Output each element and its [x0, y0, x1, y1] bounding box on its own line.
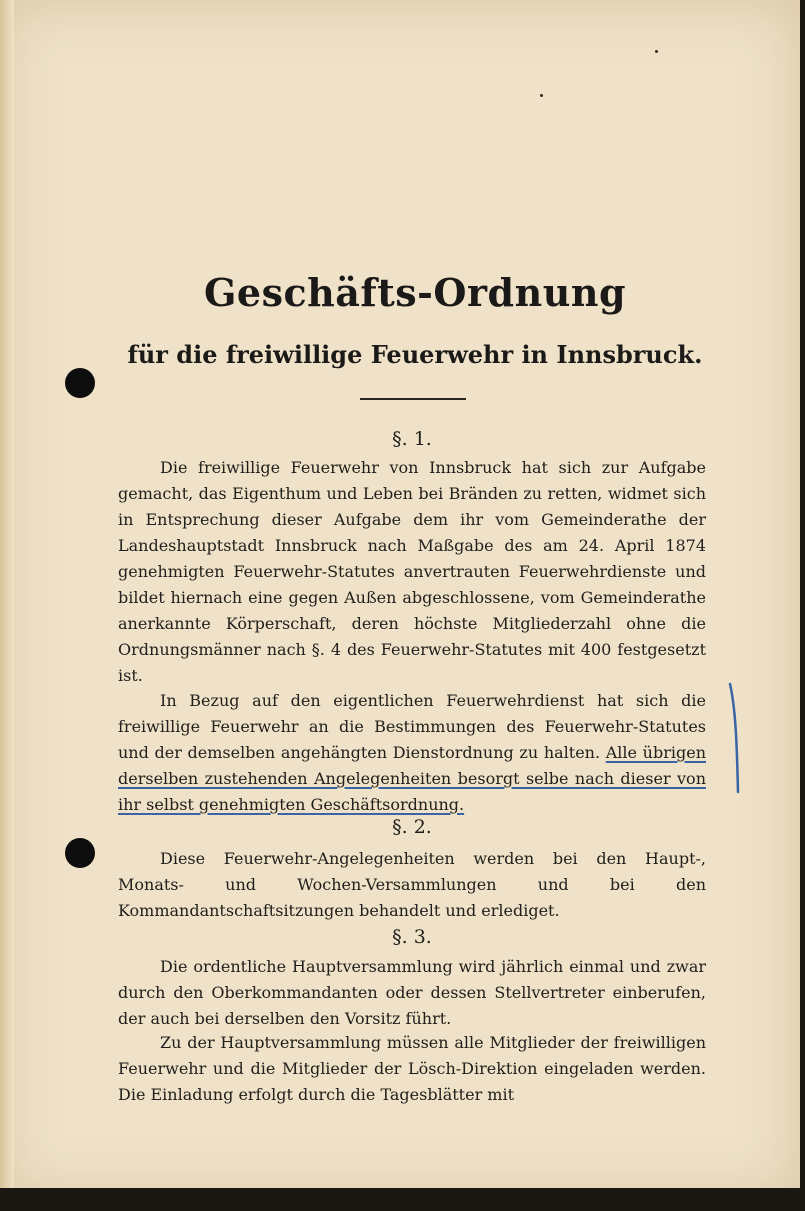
scan-bottom-edge — [0, 1188, 805, 1211]
section-1-text — [118, 455, 706, 689]
paper-speck — [655, 50, 658, 53]
punch-hole — [65, 838, 95, 868]
section-3-text — [118, 954, 706, 1032]
underlined-passage: Alle übrigen derselben zustehenden Angelegenheiten besorgt selbe nach dieser von ihr selbst genehmigten Geschäftsordnung. — [118, 743, 707, 814]
section-2-heading: §. 2. — [392, 816, 432, 838]
section-3-heading: §. 3. — [392, 926, 432, 948]
section-1-paragraph-2 — [118, 688, 706, 818]
section-3-paragraph-2: Zu der Hauptversammlung müssen alle Mitglieder der freiwilligen Feuerwehr und die Mitglieder der Lösch-Direktion eingeladen werden. Die Einladung erfolgt durch die Tagesblätter mit — [118, 1033, 706, 1104]
section-1-paragraph-1: Die freiwillige Feuerwehr von Innsbruck hat sich zur Aufgabe gemacht, das Eigenthum und Leben bei Bränden zu retten, widmet sich in Entsprechung dieser Aufgabe dem ihr vom Gemeinderathe der Landeshauptstadt Innsbruck nach Maßgabe des am 24. April 1874 genehmigten Feuerwehr-Statutes anvertrauten Feuerwehrdienste und bildet hiernach eine gegen Außen abgeschlossene, vom Gemeinderathe anerkannte Körperschaft, deren höchste Mitgliederzahl ohne die Ordnungsmänner nach §. 4 des Feuerwehr-Statutes mit 400 festgesetzt ist. — [118, 458, 706, 685]
section-3-paragraph-1: Die ordentliche Hauptversammlung wird jährlich einmal und zwar durch den Oberkommandanten oder dessen Stellvertreter einberufen, der auch bei derselben den Vorsitz führt. — [118, 957, 706, 1028]
title-divider — [360, 398, 466, 400]
margin-pen-mark — [728, 680, 742, 796]
section-3-text-2 — [118, 1030, 706, 1108]
paper-speck — [540, 94, 543, 97]
section-1-heading: §. 1. — [392, 428, 432, 450]
section-2-paragraph-1: Diese Feuerwehr-Angelegenheiten werden bei den Haupt-, Monats- und Wochen-Versammlungen und bei den Kommandantschaftsitzungen behandelt und erlediget. — [118, 849, 706, 920]
page-left-edge — [0, 0, 14, 1200]
section-2-text — [118, 846, 706, 924]
punch-hole — [65, 368, 95, 398]
section-1-text-2 — [118, 688, 706, 818]
page-subtitle: für die freiwillige Feuerwehr in Innsbruck. — [127, 340, 703, 369]
page-title: Geschäfts-Ordnung — [203, 270, 627, 315]
section-1-paragraph-2-start: In Bezug auf den eigentlichen Feuerwehrdienst hat sich die freiwillige Feuerwehr an die Bestimmungen des Feuerwehr-Statutes und der demselben angehängten Dienstordnung zu halten. — [118, 691, 706, 762]
